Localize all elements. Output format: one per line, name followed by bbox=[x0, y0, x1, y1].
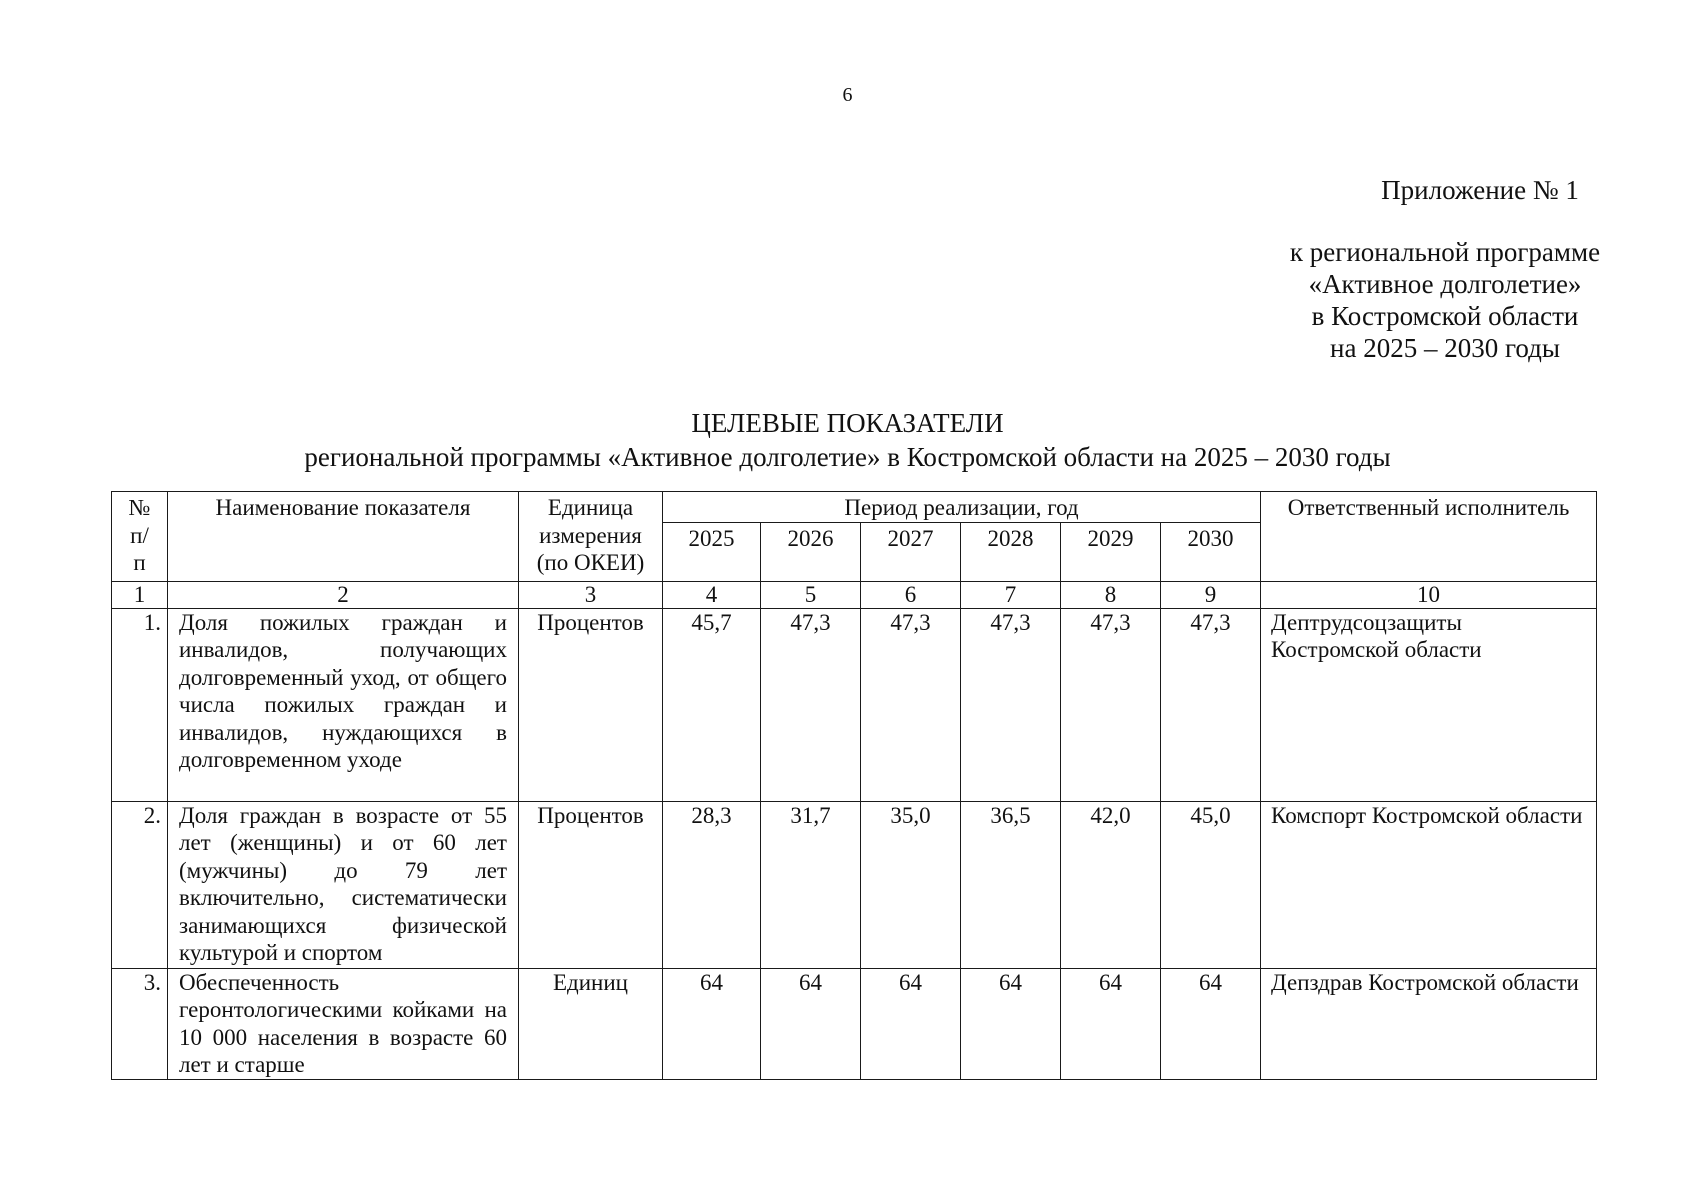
value-cell: 47,3 bbox=[861, 608, 961, 801]
header-year: 2030 bbox=[1161, 522, 1261, 581]
column-number: 8 bbox=[1061, 581, 1161, 608]
header-year: 2025 bbox=[663, 522, 761, 581]
appendix-line: к региональной программе bbox=[1289, 237, 1601, 267]
value-cell: 47,3 bbox=[1061, 608, 1161, 801]
value-cell: 36,5 bbox=[961, 801, 1061, 968]
row-number: 1. bbox=[112, 608, 168, 801]
table-row bbox=[112, 801, 1597, 968]
column-number: 5 bbox=[761, 581, 861, 608]
value-cell: 64 bbox=[1061, 968, 1161, 1079]
header-year: 2028 bbox=[961, 522, 1061, 581]
unit-cell: Процентов bbox=[519, 608, 663, 801]
header-name: Наименование показателя bbox=[168, 492, 519, 582]
indicator-name: Доля граждан в возрасте от 55 лет (женщины) и от 60 лет (мужчины) до 79 лет включительно, систематически занимающихся физической культурой и спортом bbox=[168, 801, 519, 968]
indicator-name: Обеспеченность геронтологическими койками на 10 000 населения в возрасте 60 лет и старше bbox=[168, 968, 519, 1079]
value-cell: 64 bbox=[861, 968, 961, 1079]
unit-cell: Единиц bbox=[519, 968, 663, 1079]
table-row bbox=[112, 608, 1597, 801]
value-cell: 45,7 bbox=[663, 608, 761, 801]
header-year: 2026 bbox=[761, 522, 861, 581]
indicator-name: Доля пожилых граждан и инвалидов, получающих долговременный уход, от общего числа пожилых граждан и инвалидов, нуждающихся в долговременном уходе bbox=[168, 608, 519, 801]
executor-cell: Дептрудсоцзащиты Костромской области bbox=[1261, 608, 1597, 801]
row-number: 2. bbox=[112, 801, 168, 968]
appendix-line: в Костромской области bbox=[1311, 301, 1579, 331]
value-cell: 64 bbox=[1161, 968, 1261, 1079]
value-cell: 45,0 bbox=[1161, 801, 1261, 968]
column-number: 10 bbox=[1261, 581, 1597, 608]
column-number: 2 bbox=[168, 581, 519, 608]
value-cell: 42,0 bbox=[1061, 801, 1161, 968]
page-number: 6 bbox=[842, 84, 853, 106]
header-num: № п/п bbox=[112, 492, 168, 582]
header-year: 2029 bbox=[1061, 522, 1161, 581]
column-number: 1 bbox=[112, 581, 168, 608]
appendix-header bbox=[1255, 174, 1635, 364]
column-number: 9 bbox=[1161, 581, 1261, 608]
column-numbers-row bbox=[112, 581, 1597, 608]
header-executor: Ответственный исполнитель bbox=[1261, 492, 1597, 582]
header-unit: Единица измерения (по ОКЕИ) bbox=[519, 492, 663, 582]
header-period: Период реализации, год bbox=[663, 492, 1261, 523]
column-number: 4 bbox=[663, 581, 761, 608]
value-cell: 28,3 bbox=[663, 801, 761, 968]
appendix-line: «Активное долголетие» bbox=[1308, 269, 1582, 299]
unit-cell: Процентов bbox=[519, 801, 663, 968]
appendix-title: Приложение № 1 bbox=[1381, 175, 1579, 205]
row-number: 3. bbox=[112, 968, 168, 1079]
executor-cell: Депздрав Костромской области bbox=[1261, 968, 1597, 1079]
value-cell: 35,0 bbox=[861, 801, 961, 968]
document-subtitle: региональной программы «Активное долголетие» в Костромской области на 2025 – 2030 годы bbox=[304, 442, 1391, 472]
value-cell: 64 bbox=[663, 968, 761, 1079]
value-cell: 64 bbox=[961, 968, 1061, 1079]
targets-table bbox=[111, 491, 1597, 1080]
table-row bbox=[112, 968, 1597, 1079]
value-cell: 31,7 bbox=[761, 801, 861, 968]
column-number: 3 bbox=[519, 581, 663, 608]
appendix-reference bbox=[1255, 236, 1635, 364]
value-cell: 47,3 bbox=[761, 608, 861, 801]
appendix-line: на 2025 – 2030 годы bbox=[1330, 333, 1560, 363]
column-number: 6 bbox=[861, 581, 961, 608]
header-year: 2027 bbox=[861, 522, 961, 581]
value-cell: 64 bbox=[761, 968, 861, 1079]
header-row bbox=[112, 492, 1597, 523]
value-cell: 47,3 bbox=[1161, 608, 1261, 801]
column-number: 7 bbox=[961, 581, 1061, 608]
document-title: ЦЕЛЕВЫЕ ПОКАЗАТЕЛИ bbox=[691, 408, 1004, 438]
executor-cell: Комспорт Костромской области bbox=[1261, 801, 1597, 968]
value-cell: 47,3 bbox=[961, 608, 1061, 801]
